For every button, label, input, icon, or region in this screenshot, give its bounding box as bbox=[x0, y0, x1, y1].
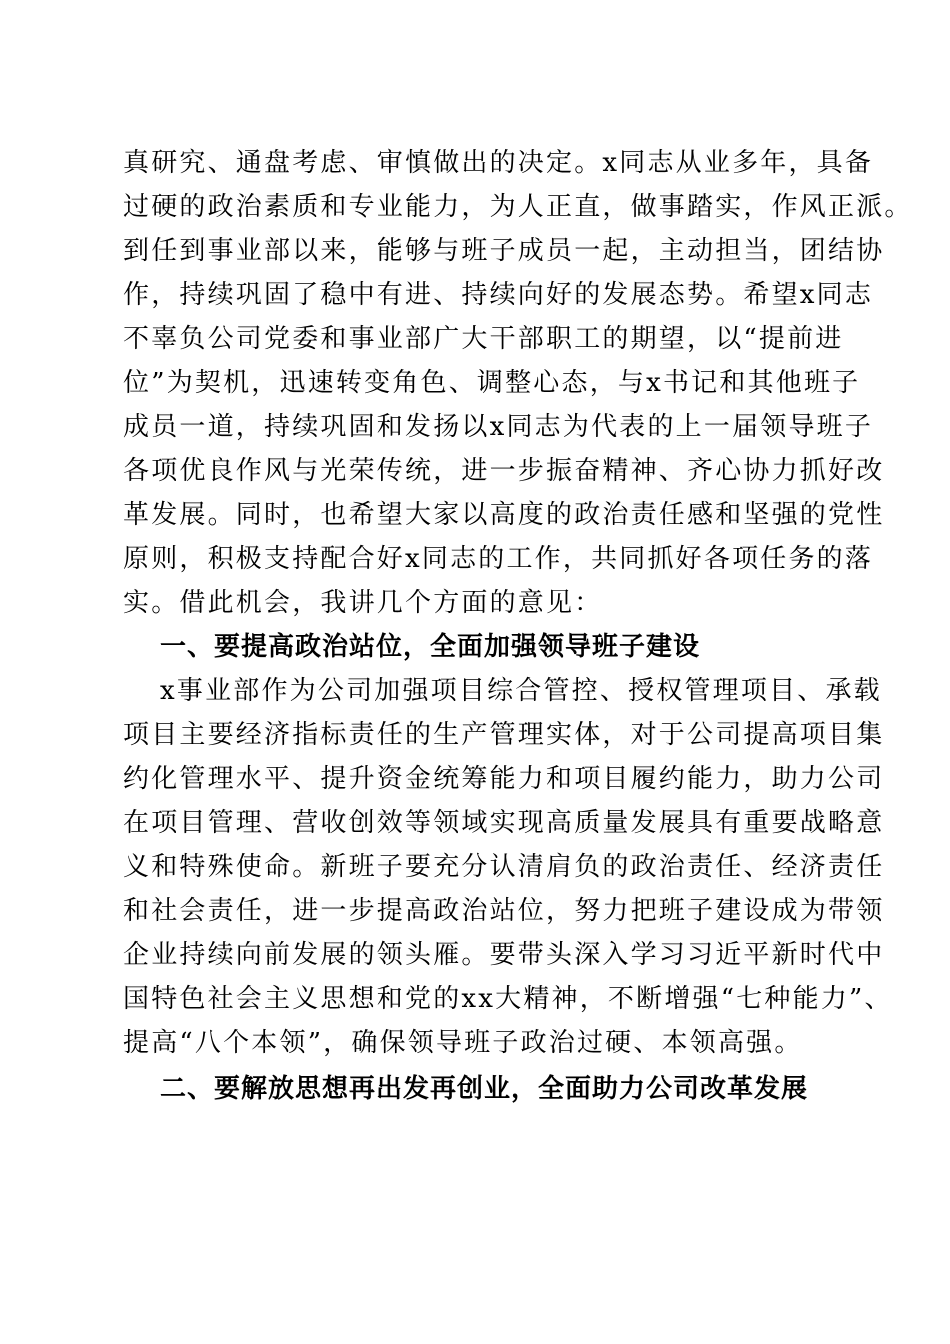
body-text-line: 项目主要经济指标责任的生产管理实体，对于公司提高项目集 bbox=[123, 720, 885, 750]
body-text-line: 各项优良作风与光荣传统，进一步振奋精神、齐心协力抓好改 bbox=[123, 456, 885, 486]
body-text-line: 和社会责任，进一步提高政治站位，努力把班子建设成为带领 bbox=[123, 896, 885, 926]
body-text-line: 成员一道，持续巩固和发扬以x同志为代表的上一届领导班子 bbox=[123, 412, 874, 442]
section-heading-2: 二、要解放思想再出发再创业，全面助力公司改革发展 bbox=[160, 1074, 809, 1104]
body-text-line: 在项目管理、营收创效等领域实现高质量发展具有重要战略意 bbox=[123, 808, 885, 838]
body-text-line: x事业部作为公司加强项目综合管控、授权管理项目、承载 bbox=[160, 676, 882, 706]
body-text-line: 过硬的政治素质和专业能力，为人正直，做事踏实，作风正派。 bbox=[123, 192, 913, 222]
body-text-line: 不辜负公司党委和事业部广大干部职工的期望，以“提前进 bbox=[123, 324, 844, 354]
section-heading-1: 一、要提高政治站位，全面加强领导班子建设 bbox=[160, 632, 701, 662]
body-text-line: 提高“八个本领”，确保领导班子政治过硬、本领高强。 bbox=[123, 1028, 803, 1058]
body-text-line: 革发展。同时，也希望大家以高度的政治责任感和坚强的党性 bbox=[123, 500, 885, 530]
body-text-line: 企业持续向前发展的领头雁。要带头深入学习习近平新时代中 bbox=[123, 940, 885, 970]
body-text-line: 位”为契机，迅速转变角色、调整心态，与x书记和其他班子 bbox=[123, 368, 861, 398]
body-text-line: 实。借此机会，我讲几个方面的意见： bbox=[123, 588, 603, 618]
body-text-line: 国特色社会主义思想和党的xx大精神，不断增强“七种能力”、 bbox=[123, 984, 893, 1014]
body-text-line: 约化管理水平、提升资金统筹能力和项目履约能力，助力公司 bbox=[123, 764, 885, 794]
body-text-line: 义和特殊使命。新班子要充分认清肩负的政治责任、经济责任 bbox=[123, 852, 885, 882]
body-text-line: 真研究、通盘考虑、审慎做出的决定。x同志从业多年，具备 bbox=[123, 148, 874, 178]
body-text-line: 到任到事业部以来，能够与班子成员一起，主动担当，团结协 bbox=[123, 236, 885, 266]
body-text-line: 作，持续巩固了稳中有进、持续向好的发展态势。希望x同志 bbox=[123, 280, 874, 310]
body-text-line: 原则，积极支持配合好x同志的工作，共同抓好各项任务的落 bbox=[123, 544, 874, 574]
